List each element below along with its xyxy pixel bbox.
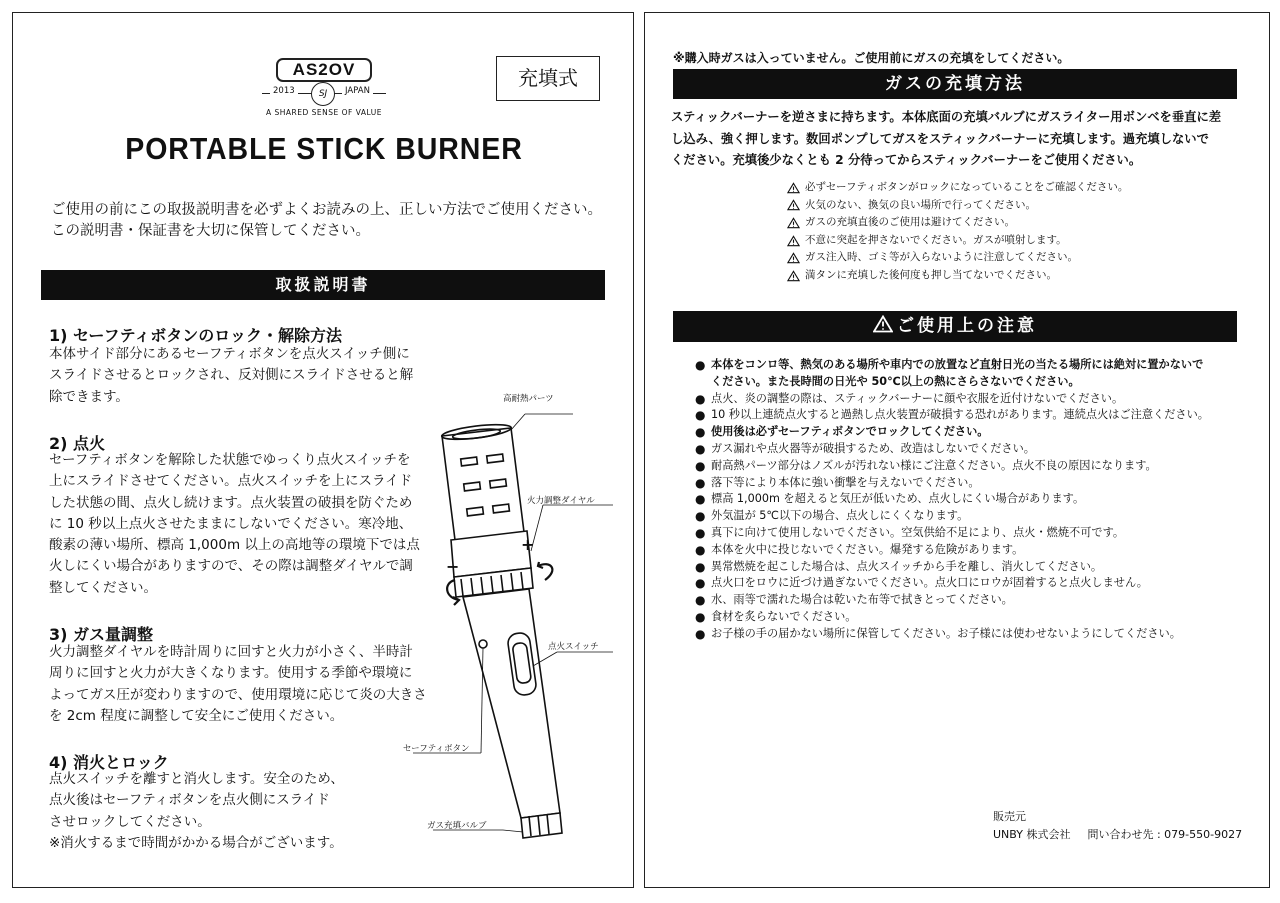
footer bbox=[993, 808, 1242, 844]
bullet-icon: ● bbox=[695, 525, 706, 540]
bullet-icon: ● bbox=[695, 509, 706, 524]
body-line: スライドさせるとロックされ、反対側にスライドさせると解 bbox=[49, 367, 414, 384]
right-page bbox=[644, 12, 1270, 888]
caution-text: 耐高熱パーツ部分はノズルが汚れない様にご注意ください。点火不良の原因になります。 bbox=[711, 458, 1157, 472]
seller-info bbox=[993, 826, 1242, 844]
body-line: よってガス圧が変わりますので、使用環境に応じて炎の大きさ bbox=[49, 686, 427, 703]
stick-burner-diagram bbox=[393, 408, 623, 848]
warning-icon bbox=[787, 182, 800, 194]
bullet-icon: ● bbox=[695, 542, 706, 557]
list-item bbox=[695, 475, 1209, 492]
caution-text: 落下等により本体に強い衝撃を与えないでください。 bbox=[711, 475, 980, 489]
intro-line: ご使用の前にこの取扱説明書を必ずよくお読みの上、正しい方法でご使用ください。 bbox=[51, 202, 602, 218]
caution-text: 点火口をロウに近づけ過ぎないでください。点火口にロウが固着すると点火しません。 bbox=[711, 576, 1148, 590]
bullet-icon: ● bbox=[695, 609, 706, 624]
list-item bbox=[787, 197, 1128, 215]
warning-text: 火気のない、換気の良い場所で行ってください。 bbox=[805, 198, 1036, 211]
section-body bbox=[49, 450, 420, 599]
section-heading: 4) 消火とロック bbox=[49, 753, 169, 772]
bullet-icon: ● bbox=[695, 441, 706, 456]
warning-text: 満タンに充填した後何度も押し当てないでください。 bbox=[805, 268, 1057, 281]
list-item bbox=[695, 424, 1209, 441]
bullet-icon: ● bbox=[695, 475, 706, 490]
section-body bbox=[49, 769, 344, 854]
list-item bbox=[787, 232, 1128, 250]
fill-line: スティックバーナーを逆さまに持ちます。本体底面の充填バルブにガスライター用ボンベを垂直に差 bbox=[671, 110, 1222, 124]
body-line: ※消火するまで時間がかかる場合がございます。 bbox=[49, 834, 343, 851]
body-line: 整してください。 bbox=[49, 579, 157, 596]
warning-text: 不意に突起を押さないでください。ガスが噴射します。 bbox=[805, 233, 1067, 246]
list-item bbox=[695, 609, 1209, 626]
warning-icon bbox=[787, 217, 800, 229]
section-body bbox=[49, 642, 427, 727]
list-item bbox=[787, 249, 1128, 267]
body-line: 火力調整ダイヤルを時計周りに回すと火力が小さく、半時計 bbox=[49, 644, 413, 660]
callout-heat-part: 高耐熱パーツ bbox=[503, 394, 554, 404]
caution-text: 異常燃焼を起こした場合は、点火スイッチから手を離し、消火してください。 bbox=[711, 559, 1103, 573]
warning-icon bbox=[787, 199, 800, 211]
caution-text: 本体をコンロ等、熱気のある場所や車内での放置など直射日光の当たる場所には絶対に置かないで bbox=[711, 358, 1204, 371]
caution-text: 本体を火中に投じないでください。爆発する危険があります。 bbox=[711, 542, 1024, 556]
list-item bbox=[695, 407, 1209, 424]
list-item bbox=[695, 441, 1209, 458]
manual-heading: 取扱説明書 bbox=[41, 270, 605, 300]
body-line: 点火後はセーフティボタンを点火側にスライド bbox=[49, 792, 330, 809]
body-line: させロックしてください。 bbox=[49, 813, 211, 830]
warning-icon bbox=[787, 252, 800, 264]
seller-label: 販売元 bbox=[993, 810, 1026, 823]
list-item bbox=[787, 267, 1128, 285]
callout-safety: セーフティボタン bbox=[403, 744, 470, 754]
bullet-icon: ● bbox=[695, 458, 706, 473]
body-line: 除できます。 bbox=[49, 388, 129, 405]
section-heading: 3) ガス量調整 bbox=[49, 625, 154, 644]
contact-number: 問い合わせ先 : 079-550-9027 bbox=[1087, 828, 1243, 841]
bullet-icon: ● bbox=[695, 391, 706, 406]
caution-list bbox=[695, 357, 1209, 643]
warning-icon bbox=[787, 270, 800, 282]
gas-fill-heading: ガスの充填方法 bbox=[673, 69, 1237, 99]
bullet-icon: ● bbox=[695, 593, 706, 608]
fill-line: し込み、強く押します。数回ポンプしてガスをスティックバーナーに充填します。過充填しないで bbox=[671, 131, 1209, 146]
fill-instructions bbox=[671, 107, 1251, 172]
caution-text: 10 秒以上連続点火すると過熱し点火装置が破損する恐れがあります。連続点火はご注意ください。 bbox=[711, 408, 1209, 422]
list-item bbox=[787, 179, 1128, 197]
warning-icon bbox=[873, 315, 893, 333]
fill-line: ください。充填後少なくとも 2 分待ってからスティックバーナーをご使用ください。 bbox=[671, 153, 1142, 167]
caution-heading-text: ご使用上の注意 bbox=[897, 316, 1037, 336]
list-item bbox=[695, 525, 1209, 542]
caution-text: ガス漏れや点火器等が破損するため、改造はしないでください。 bbox=[711, 441, 1035, 455]
warning-text: ガスの充填直後のご使用は避けてください。 bbox=[805, 216, 1015, 229]
body-line: 本体サイド部分にあるセーフティボタンを点火スイッチ側に bbox=[49, 346, 410, 362]
list-item bbox=[695, 391, 1209, 408]
caution-text: 標高 1,000m を超えると気圧が低いため、点火しにくい場合があります。 bbox=[711, 492, 1085, 506]
logo-country: JAPAN bbox=[342, 86, 373, 96]
body-line: を 2cm 程度に調整して安全にご使用ください。 bbox=[49, 707, 344, 724]
callout-dial: 火力調整ダイヤル bbox=[527, 496, 595, 506]
body-line: 周りに回すと火力が大きくなります。使用する季節や環境に bbox=[49, 665, 413, 682]
caution-text: 水、雨等で濡れた場合は乾いた布等で拭きとってください。 bbox=[711, 593, 1013, 607]
caution-text: 真下に向けて使用しないでください。空気供給不足により、点火・燃焼不可です。 bbox=[711, 525, 1125, 539]
bullet-icon: ● bbox=[695, 358, 706, 372]
list-item bbox=[695, 575, 1209, 592]
company-name: UNBY 株式会社 bbox=[993, 828, 1071, 841]
bullet-icon: ● bbox=[695, 425, 706, 440]
warning-text: ガス注入時、ゴミ等が入らないように注意してください。 bbox=[805, 251, 1078, 264]
page-title: PORTABLE STICK BURNER bbox=[125, 131, 523, 166]
section-heading: 2) 点火 bbox=[49, 434, 106, 453]
body-line: に 10 秒以上点火させたままにしないでください。寒冷地、 bbox=[49, 515, 413, 532]
list-item bbox=[695, 559, 1209, 576]
fill-warning-list bbox=[787, 179, 1128, 285]
plus-sign: + bbox=[521, 535, 535, 554]
list-item bbox=[695, 542, 1209, 559]
bullet-icon: ● bbox=[695, 492, 706, 507]
caution-text: 食材を炙らないでください。 bbox=[711, 609, 857, 623]
brand-logo: AS2OV bbox=[276, 58, 372, 82]
caution-text: 使用後は必ずセーフティボタンでロックしてください。 bbox=[711, 425, 989, 439]
body-line: 酸素の薄い場所、標高 1,000m 以上の高地等の環境下では点 bbox=[49, 537, 420, 554]
caution-text: ください。また長時間の日光や 50℃以上の熱にさらさないでください。 bbox=[711, 374, 1080, 388]
list-item bbox=[787, 214, 1128, 232]
body-line: 上にスライドさせてください。点火スイッチを上にスライド bbox=[49, 473, 413, 490]
intro-line: この説明書・保証書を大切に保管してください。 bbox=[51, 223, 370, 239]
left-page bbox=[12, 12, 634, 888]
refillable-stamp: 充填式 bbox=[496, 56, 600, 101]
logo-year: 2013 bbox=[270, 86, 298, 96]
logo-emblem-icon: SJ bbox=[311, 82, 335, 106]
warning-icon bbox=[787, 235, 800, 247]
list-item bbox=[695, 491, 1209, 508]
body-line: 火しにくい場合がありますので、その際は調整ダイヤルで調 bbox=[49, 558, 413, 575]
list-item bbox=[695, 357, 1209, 374]
caution-text: お子様の手の届かない場所に保管してください。お子様には使わせないようにしてください。 bbox=[711, 626, 1181, 640]
section-body bbox=[49, 344, 413, 408]
list-item bbox=[695, 458, 1209, 475]
callout-valve: ガス充填バルブ bbox=[427, 821, 487, 831]
caution-heading bbox=[673, 311, 1237, 342]
caution-text: 外気温が 5℃以下の場合、点火しにくくなります。 bbox=[711, 509, 969, 523]
bullet-icon: ● bbox=[695, 408, 706, 423]
list-item bbox=[695, 508, 1209, 525]
minus-sign: − bbox=[446, 557, 460, 576]
intro-text bbox=[51, 200, 602, 242]
body-line: 点火スイッチを離すと消火します。安全のため、 bbox=[49, 771, 344, 787]
logo-emblem-row bbox=[262, 87, 386, 101]
caution-text: 点火、炎の調整の際は、スティックバーナーに顔や衣服を近付けないでください。 bbox=[711, 391, 1124, 405]
body-line: セーフティボタンを解除した状態でゆっくり点火スイッチを bbox=[49, 452, 411, 468]
callout-switch: 点火スイッチ bbox=[548, 642, 599, 652]
list-item bbox=[695, 592, 1209, 609]
section-heading: 1) セーフティボタンのロック・解除方法 bbox=[49, 326, 342, 345]
logo-tagline: A SHARED SENSE OF VALUE bbox=[265, 108, 383, 117]
purchase-note: ※購入時ガスは入っていません。ご使用前にガスの充填をしてください。 bbox=[673, 51, 1070, 65]
bullet-icon: ● bbox=[695, 626, 706, 641]
bullet-icon: ● bbox=[695, 559, 706, 574]
list-item bbox=[695, 626, 1209, 643]
bullet-icon: ● bbox=[695, 576, 706, 591]
warning-text: 必ずセーフティボタンがロックになっていることをご確認ください。 bbox=[805, 181, 1129, 193]
body-line: した状態の間、点火し続けます。点火装置の破損を防ぐため bbox=[49, 494, 413, 511]
list-item bbox=[695, 374, 1209, 391]
